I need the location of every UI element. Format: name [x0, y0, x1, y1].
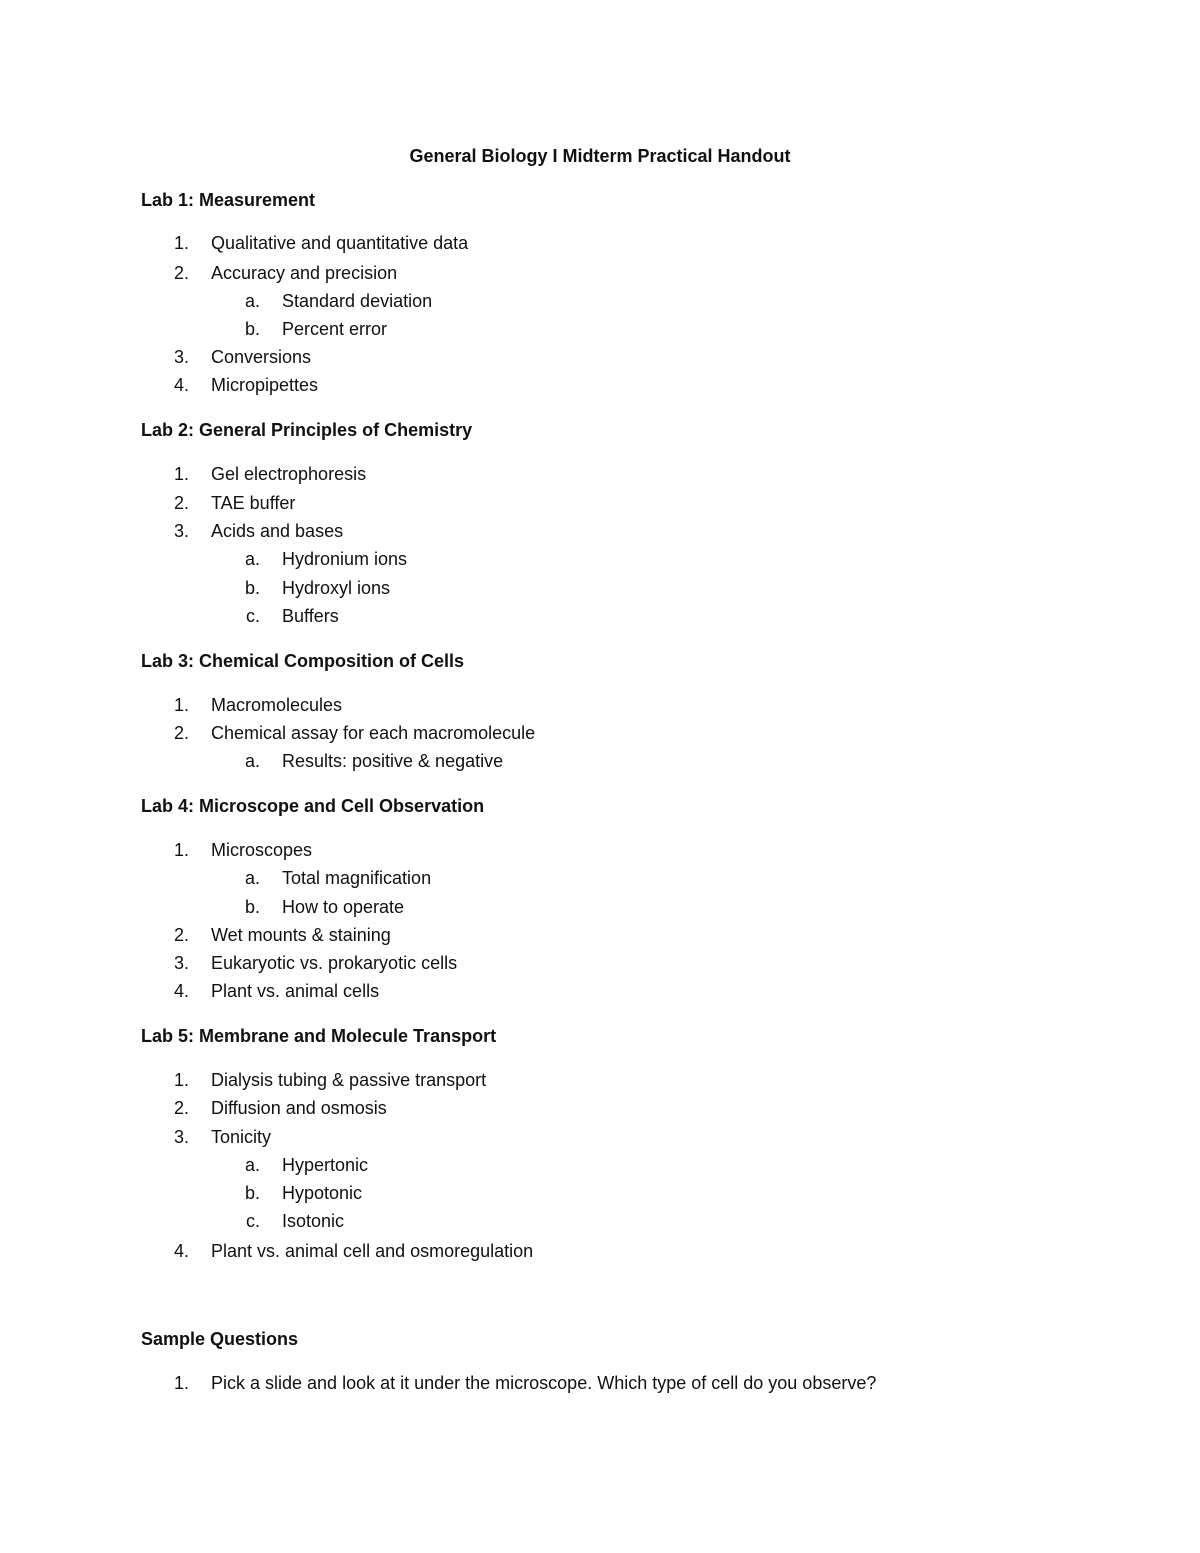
list-number: 1. [173, 695, 189, 715]
section-heading-lab-4: Lab 4: Microscope and Cell Observation [141, 796, 485, 816]
list-letter: b. [244, 897, 260, 917]
list-item-text: Accuracy and precision [211, 263, 398, 283]
list-letter: a. [244, 549, 260, 569]
section-heading-lab-1: Lab 1: Measurement [141, 190, 316, 210]
list-item-text: TAE buffer [211, 493, 296, 513]
list-item-text: Tonicity [211, 1127, 272, 1147]
list-letter: c. [245, 606, 260, 626]
section-heading-lab-2: Lab 2: General Principles of Chemistry [141, 420, 473, 440]
list-number: 1. [173, 1070, 189, 1090]
section-heading-sample-questions: Sample Questions [141, 1329, 299, 1349]
list-item-text: Plant vs. animal cells [211, 981, 380, 1001]
list-letter: a. [244, 291, 260, 311]
list-letter: a. [244, 1155, 260, 1175]
list-number: 4. [173, 981, 189, 1001]
list-item-text: Microscopes [211, 840, 313, 860]
list-number: 3. [173, 1127, 189, 1147]
list-number: 1. [173, 840, 189, 860]
list-item-text: Conversions [211, 347, 312, 367]
list-subitem-text: Hydroxyl ions [282, 578, 391, 598]
list-number: 1. [173, 464, 189, 484]
list-letter: b. [244, 1183, 260, 1203]
list-letter: a. [244, 868, 260, 888]
list-item-text: Gel electrophoresis [211, 464, 367, 484]
list-item-text: Diffusion and osmosis [211, 1098, 387, 1118]
list-subitem-text: How to operate [282, 897, 405, 917]
list-number: 1. [173, 233, 189, 253]
list-item-text: Wet mounts & staining [211, 925, 391, 945]
list-item-text: Pick a slide and look at it under the microscope. Which type of cell do you observe? [211, 1373, 877, 1393]
list-number: 3. [173, 347, 189, 367]
list-item-text: Qualitative and quantitative data [211, 233, 469, 253]
list-letter: b. [244, 319, 260, 339]
list-item-text: Macromolecules [211, 695, 343, 715]
list-subitem-text: Hydronium ions [282, 549, 408, 569]
list-letter: c. [245, 1211, 260, 1231]
document-title: General Biology I Midterm Practical Handout [409, 146, 791, 166]
list-item-text: Dialysis tubing & passive transport [211, 1070, 487, 1090]
list-subitem-text: Standard deviation [282, 291, 433, 311]
list-subitem-text: Hypotonic [282, 1183, 363, 1203]
list-number: 3. [173, 953, 189, 973]
list-number: 1. [173, 1373, 189, 1393]
list-subitem-text: Results: positive & negative [282, 751, 504, 771]
list-item-text: Eukaryotic vs. prokaryotic cells [211, 953, 458, 973]
list-number: 2. [173, 263, 189, 283]
list-item-text: Acids and bases [211, 521, 344, 541]
list-number: 4. [173, 1241, 189, 1261]
list-number: 2. [173, 1098, 189, 1118]
list-subitem-text: Hypertonic [282, 1155, 369, 1175]
list-subitem-text: Isotonic [282, 1211, 345, 1231]
section-heading-lab-5: Lab 5: Membrane and Molecule Transport [141, 1026, 497, 1046]
list-item-text: Micropipettes [211, 375, 319, 395]
list-number: 2. [173, 925, 189, 945]
section-heading-lab-3: Lab 3: Chemical Composition of Cells [141, 651, 465, 671]
list-number: 2. [173, 493, 189, 513]
list-number: 4. [173, 375, 189, 395]
list-item-text: Plant vs. animal cell and osmoregulation [211, 1241, 534, 1261]
list-letter: b. [244, 578, 260, 598]
list-number: 2. [173, 723, 189, 743]
list-letter: a. [244, 751, 260, 771]
list-subitem-text: Percent error [282, 319, 388, 339]
list-subitem-text: Total magnification [282, 868, 432, 888]
list-subitem-text: Buffers [282, 606, 339, 626]
list-number: 3. [173, 521, 189, 541]
list-item-text: Chemical assay for each macromolecule [211, 723, 536, 743]
